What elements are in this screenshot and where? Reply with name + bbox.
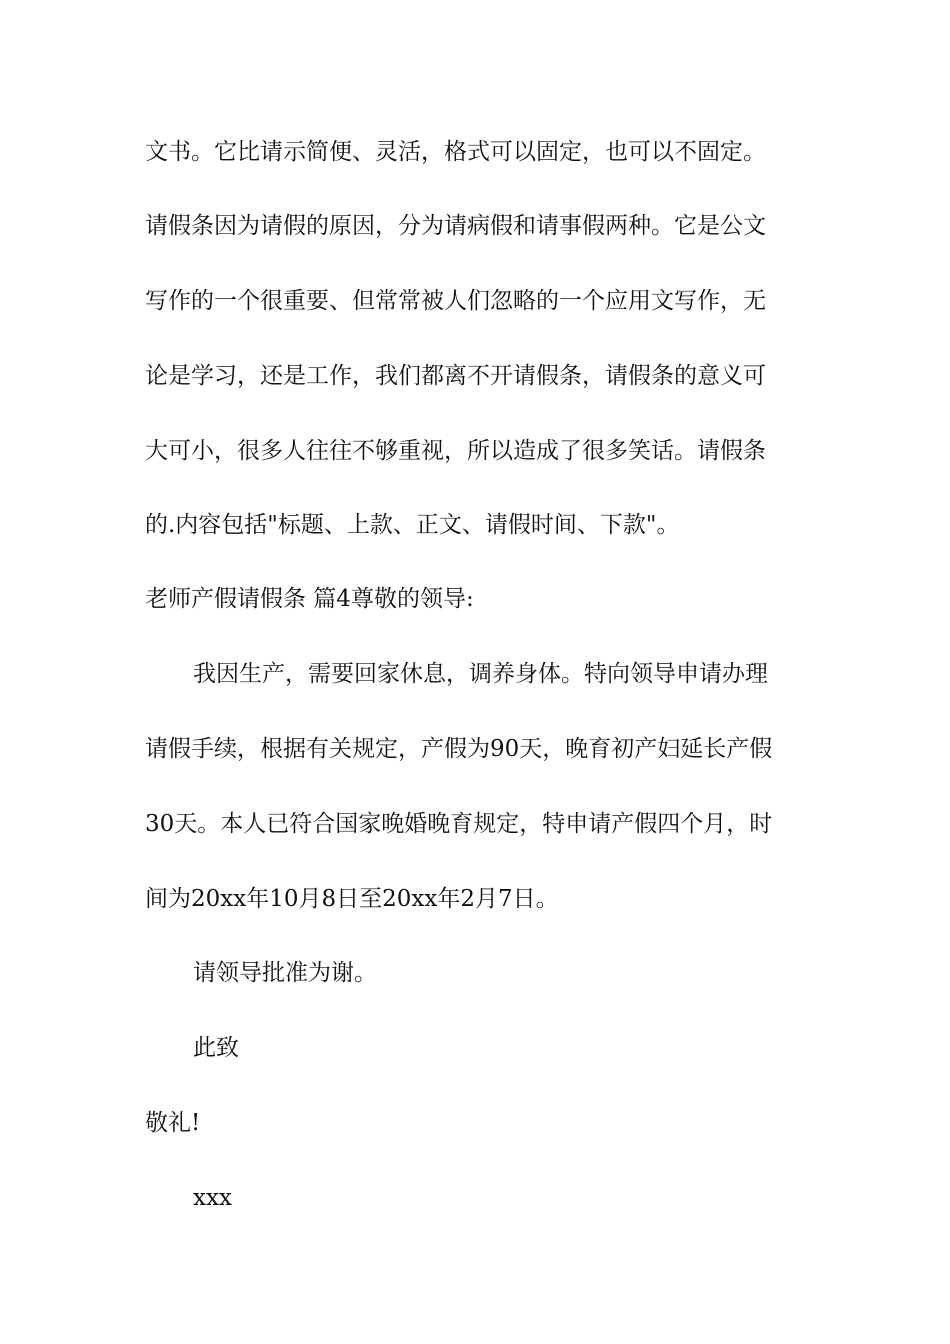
paragraph-line: 文书。它比请示简便、灵活，格式可以固定，也可以不固定。 <box>145 139 766 165</box>
paragraph-line: 请假条因为请假的原因，分为请病假和请事假两种。它是公文 <box>145 213 766 239</box>
paragraph-line: 写作的一个很重要、但常常被人们忽略的一个应用文写作，无 <box>145 288 766 314</box>
closing-request: 请领导批准为谢。 <box>193 960 377 986</box>
letter-body-line: 请假手续，根据有关规定，产假为90天，晚育初产妇延长产假 <box>145 736 773 762</box>
letter-body-line: 我因生产，需要回家休息，调养身体。特向领导申请办理 <box>193 661 768 687</box>
paragraph-line: 的.内容包括"标题、上款、正文、请假时间、下款"。 <box>145 512 680 538</box>
closing-regards: 敬礼! <box>145 1110 201 1136</box>
closing-salutation: 此致 <box>193 1035 239 1061</box>
paragraph-line: 大可小，很多人往往不够重视，所以造成了很多笑话。请假条 <box>145 438 766 464</box>
signature: xxx <box>193 1185 232 1211</box>
paragraph-line: 论是学习，还是工作，我们都离不开请假条，请假条的意义可 <box>145 363 766 389</box>
letter-body-line: 间为20xx年10月8日至20xx年2月7日。 <box>145 886 559 912</box>
section-heading: 老师产假请假条 篇4尊敬的领导: <box>145 586 474 612</box>
letter-body-line: 30天。本人已符合国家晚婚晚育规定，特申请产假四个月，时 <box>145 811 773 837</box>
